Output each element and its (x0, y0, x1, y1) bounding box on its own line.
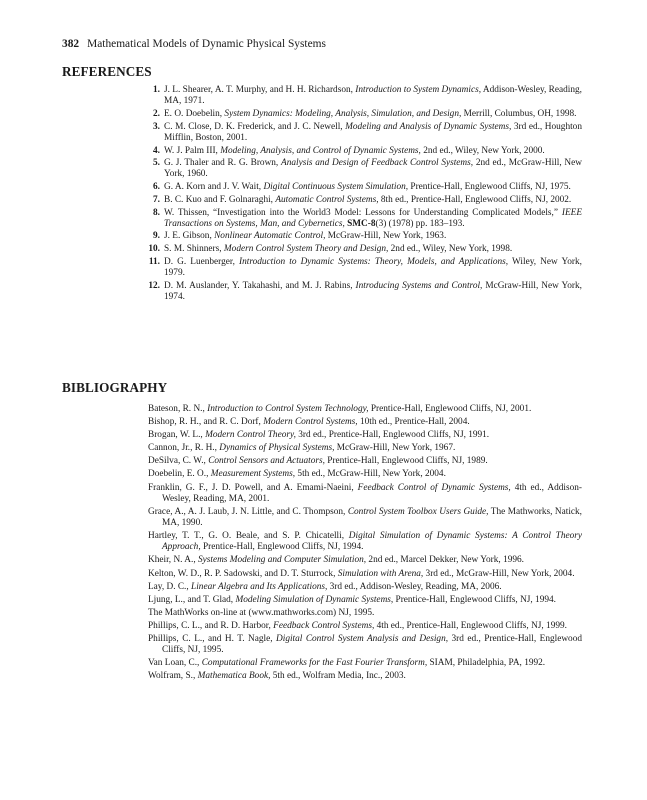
reference-number: 6. (153, 182, 160, 193)
bibliography-item (148, 634, 582, 656)
bib-publisher: Prentice-Hall, Englewood Cliffs, NJ, 1994. (393, 594, 556, 605)
bibliography-item (148, 569, 582, 580)
reference-publisher: Prentice-Hall, Englewood Cliffs, NJ, 1975. (408, 182, 571, 193)
bib-publisher: 10th ed., Prentice-Hall, 2004. (357, 417, 470, 428)
bibliography-item (148, 658, 582, 669)
bibliography-item (148, 430, 582, 441)
bib-publisher: 3rd ed., McGraw-Hill, New York, 2004. (423, 568, 575, 579)
bibliography-item (148, 417, 582, 428)
bibliography-item (148, 595, 582, 606)
reference-title: Analysis and Design of Feedback Control Systems, (281, 158, 474, 169)
references-list (148, 85, 582, 305)
bibliography-heading: BIBLIOGRAPHY (62, 380, 168, 395)
reference-authors: E. O. Doebelin, (164, 108, 225, 119)
reference-number: 5. (153, 158, 160, 169)
bib-title: Mathematica Book, (197, 671, 271, 682)
bib-title: Dynamics of Physical Systems, (219, 443, 335, 454)
bib-authors: Phillips, C. L., and H. T. Nagle, (148, 634, 277, 645)
bibliography-item (148, 608, 582, 619)
bib-title: Feedback Control of Dynamic Systems, (357, 482, 511, 493)
bib-authors: Van Loan, C., (148, 658, 202, 669)
bib-authors: Phillips, C. L., and R. D. Harbor, (148, 620, 274, 631)
bib-title: Linear Algebra and Its Applications, (191, 581, 328, 592)
bib-authors: Bateson, R. N., (148, 404, 208, 414)
bib-title: Feedback Control Systems, (273, 620, 375, 631)
reference-title: Modeling, Analysis, and Control of Dynamic Systems, (220, 145, 421, 156)
bib-title: Digital Simulation of Dynamic Systems: A Control Theory Approach, (162, 531, 582, 553)
bib-publisher: 4th ed., Prentice-Hall, Englewood Cliffs, NJ, 1999. (374, 620, 567, 631)
bib-title: Control System Toolbox Users Guide, (347, 506, 489, 517)
reference-publisher: 2nd ed., Wiley, New York, 2000. (420, 145, 545, 156)
bib-publisher: Prentice-Hall, Englewood Cliffs, NJ, 1994. (200, 542, 364, 553)
reference-publisher: McGraw-Hill, New York, 1963. (325, 231, 447, 242)
reference-number: 3. (153, 121, 160, 132)
bibliography-item (148, 671, 582, 682)
bib-publisher: 5th ed., McGraw-Hill, New York, 2004. (295, 469, 446, 480)
bib-title: Simulation with Arena, (337, 568, 424, 579)
bib-publisher: 3rd ed., Prentice-Hall, Englewood Cliffs, NJ, 1991. (295, 430, 490, 441)
running-head (62, 37, 326, 51)
reference-publisher: McGraw-Hill, New York, 1974. (164, 280, 582, 302)
reference-item (148, 109, 582, 120)
bib-publisher: 4th ed., Addison-Wesley, Reading, MA, 2001. (162, 482, 582, 504)
reference-publisher: 3rd ed., Houghton Mifflin, Boston, 2001. (164, 121, 582, 143)
bib-title: Modeling Simulation of Dynamic Systems, (235, 594, 394, 605)
bibliography-item (148, 507, 582, 529)
bib-title: Digital Control System Analysis and Design, (276, 634, 449, 645)
reference-authors: J. L. Shearer, A. T. Murphy, and H. H. Richardson, (164, 85, 356, 95)
reference-item (148, 158, 582, 180)
bib-title: Control Sensors and Actuators, (208, 456, 325, 467)
reference-publisher: 2nd ed., Wiley, New York, 1998. (388, 244, 513, 255)
reference-number: 8. (153, 207, 160, 218)
bib-publisher: Prentice-Hall, Englewood Cliffs, NJ, 1989. (324, 456, 488, 467)
bib-publisher: 2nd ed., Marcel Dekker, New York, 1996. (366, 555, 524, 566)
bib-title: Modern Control Theory, (205, 430, 296, 441)
reference-publisher: 8th ed., Prentice-Hall, Englewood Cliffs, NJ, 2002. (378, 194, 572, 205)
reference-authors: S. M. Shinners, (164, 244, 224, 255)
bibliography-item (148, 582, 582, 593)
bib-publisher: McGraw-Hill, New York, 1967. (334, 443, 456, 454)
reference-authors: D. G. Luenberger, (164, 256, 239, 267)
reference-title: Introduction to Dynamic Systems: Theory, Models, and Applications, (239, 256, 509, 267)
reference-title: Introducing Systems and Control, (355, 280, 483, 291)
reference-number: 11. (148, 256, 160, 267)
bibliography-list (148, 404, 582, 685)
reference-item (148, 208, 582, 230)
running-title: Mathematical Models of Dynamic Physical Systems (87, 38, 326, 50)
reference-title: Digital Continuous System Simulation, (263, 182, 409, 193)
bibliography-item (148, 404, 582, 415)
reference-number: 1. (153, 85, 160, 95)
reference-number: 7. (153, 194, 160, 205)
bibliography-item (148, 456, 582, 467)
reference-authors: G. A. Korn and J. V. Wait, (164, 182, 264, 193)
reference-volume: SMC-8 (344, 218, 376, 229)
bibliography-item (148, 469, 582, 480)
bib-authors: Kelton, W. D., R. P. Sadowski, and D. T. Sturrock, (148, 568, 338, 579)
reference-item (148, 146, 582, 157)
bib-publisher: 3rd ed., Addison-Wesley, Reading, MA, 2006. (327, 581, 502, 592)
bib-authors: Hartley, T. T., G. O. Beale, and S. P. Chicatelli, (148, 531, 349, 542)
reference-authors: B. C. Kuo and F. Golnaraghi, (164, 194, 276, 205)
reference-title: Automatic Control Systems, (275, 194, 379, 205)
bib-publisher: 3rd ed., Prentice-Hall, Englewood Cliffs, NJ, 1995. (162, 634, 582, 656)
reference-publisher: Wiley, New York, 1979. (164, 256, 582, 279)
bibliography-item (148, 621, 582, 632)
reference-authors: G. J. Thaler and R. G. Brown, (164, 158, 282, 169)
reference-number: 10. (148, 244, 160, 255)
bib-authors: Bishop, R. H., and R. C. Dorf, (148, 417, 264, 428)
reference-authors: W. J. Palm III, (164, 145, 221, 156)
bib-title: Introduction to Control System Technology, (207, 404, 369, 414)
bibliography-item (148, 443, 582, 454)
bib-publisher: Prentice-Hall, Englewood Cliffs, NJ, 2001. (368, 404, 532, 414)
reference-title: System Dynamics: Modeling, Analysis, Simulation, and Design, (224, 108, 462, 119)
bib-title: Systems Modeling and Computer Simulation, (197, 555, 367, 566)
bib-publisher: The Mathworks, Natick, MA, 1990. (162, 506, 582, 529)
reference-authors: W. Thissen, “Investigation into the World3 Model: Lessons for Understanding Complicated Models,” (164, 207, 562, 218)
reference-publisher: 2nd ed., McGraw-Hill, New York, 1960. (164, 158, 582, 180)
bib-authors: Lay, D. C., (148, 581, 192, 592)
reference-item (148, 182, 582, 193)
reference-title: Modern Control System Theory and Design, (223, 244, 389, 255)
reference-title: Nonlinear Automatic Control, (214, 231, 326, 242)
bib-title: Modern Control Systems, (263, 417, 358, 428)
bibliography-item (148, 555, 582, 566)
references-heading: REFERENCES (62, 64, 152, 79)
reference-item (148, 231, 582, 242)
bib-title: Measurement Systems, (210, 469, 296, 480)
bib-authors: The MathWorks on-line at (www.mathworks.com) NJ, 1995. (148, 607, 375, 618)
reference-publisher: Addison-Wesley, Reading, MA, 1971. (164, 85, 582, 107)
reference-title: IEEE Transactions on Systems, Man, and Cybernetics, (164, 207, 582, 229)
reference-item (148, 257, 582, 279)
bib-authors: Cannon, Jr., R. H., (148, 443, 220, 454)
bib-authors: Franklin, G. F., J. D. Powell, and A. Emami-Naeini, (148, 482, 358, 493)
reference-number: 9. (153, 231, 160, 242)
reference-authors: C. M. Close, D. K. Frederick, and J. C. Newell, (164, 121, 346, 132)
reference-publisher: (3) (1978) pp. 183–193. (375, 218, 465, 229)
reference-number: 2. (153, 108, 160, 119)
bib-authors: DeSilva, C. W., (148, 456, 209, 467)
reference-item (148, 244, 582, 255)
page-number: 382 (62, 38, 80, 50)
bib-authors: Wolfram, S., (148, 671, 198, 682)
reference-item (148, 122, 582, 144)
reference-number: 4. (153, 145, 160, 156)
bib-authors: Brogan, W. L., (148, 430, 206, 441)
bib-authors: Kheir, N. A., (148, 555, 198, 566)
reference-item (148, 281, 582, 303)
bib-publisher: 5th ed., Wolfram Media, Inc., 2003. (270, 671, 406, 682)
bib-authors: Doebelin, E. O., (148, 469, 211, 480)
reference-publisher: Merrill, Columbus, OH, 1998. (461, 108, 577, 119)
bib-authors: Grace, A., A. J. Laub, J. N. Little, and C. Thompson, (148, 506, 348, 517)
reference-authors: J. E. Gibson, (164, 231, 215, 242)
reference-authors: D. M. Auslander, Y. Takahashi, and M. J. Rabins, (164, 280, 356, 291)
reference-item (148, 85, 582, 107)
bibliography-item (148, 483, 582, 505)
reference-item (148, 195, 582, 206)
bib-publisher: SIAM, Philadelphia, PA, 1992. (427, 658, 546, 669)
bib-title: Computational Frameworks for the Fast Fourier Transform, (201, 658, 428, 669)
bib-authors: Ljung, L., and T. Glad, (148, 594, 236, 605)
reference-title: Modeling and Analysis of Dynamic Systems, (345, 121, 512, 132)
reference-number: 12. (148, 280, 160, 291)
reference-title: Introduction to System Dynamics, (355, 85, 482, 95)
bibliography-item (148, 531, 582, 553)
